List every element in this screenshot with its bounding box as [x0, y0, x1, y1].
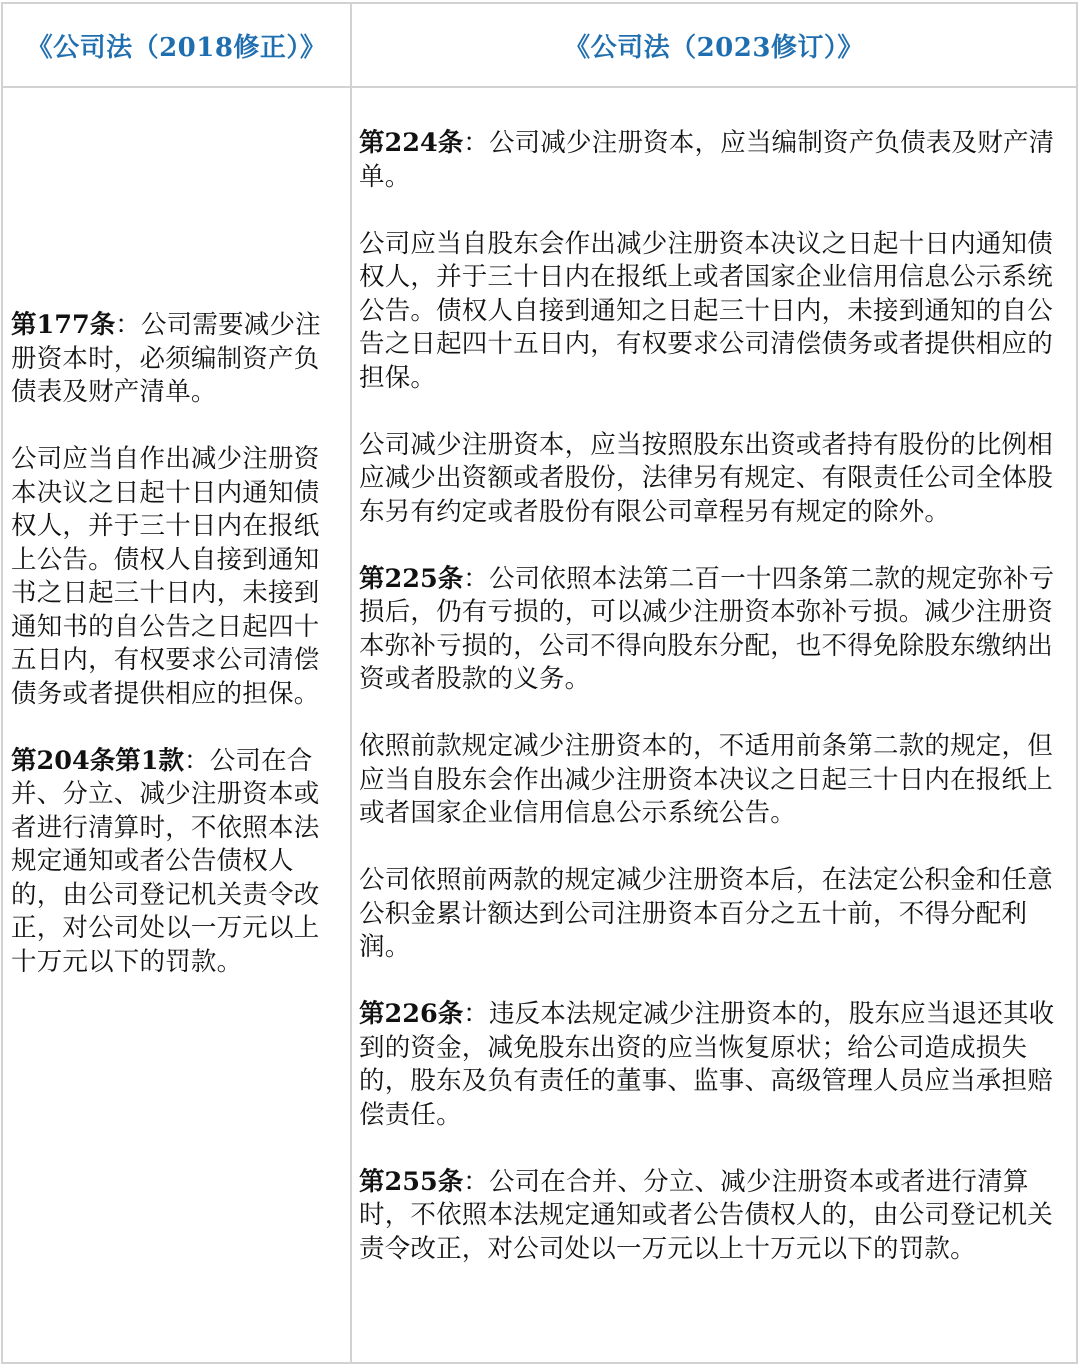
paragraph-text: 公司应当自股东会作出减少注册资本决议之日起十日内通知债权人，并于三十日内在报纸上或者国家企业信用信息公示系统公告。债权人自接到通知之日起三十日内，未接到通知的自公告之日起四十五日内，有权要求公司清偿债务或者提供相应的担保。: [359, 228, 1053, 393]
label-separator: ：: [463, 563, 489, 594]
paragraph-art-225-3: [359, 864, 1071, 965]
article-label: 第225条: [359, 563, 464, 594]
paragraph-text: 公司依照前两款的规定减少注册资本后，在法定公积金和任意公积金累计额达到公司注册资本百分之五十前，不得分配利润。: [359, 865, 1053, 962]
table-header-row: [3, 4, 1076, 88]
paragraph-art-224-2: [359, 228, 1071, 396]
paragraph-art-204: [11, 745, 343, 980]
cell-2018-content: [11, 309, 343, 979]
label-separator: ：: [463, 128, 489, 158]
cell-2023-content: [359, 127, 1071, 1266]
paragraph-text: 公司应当自作出减少注册资本决议之日起十日内通知债权人，并于三十日内在报纸上公告。债权人自接到通知书之日起三十日内，未接到通知书的自公告之日起四十五日内，有权要求公司清偿债务或者提供相应的担保。: [11, 444, 320, 709]
article-label: 第204条第1款: [11, 745, 184, 776]
paragraph-art-255: [359, 1166, 1071, 1267]
paragraph-art-177: [11, 309, 343, 410]
paragraph-art-224-3: [359, 429, 1071, 530]
comparison-table: [1, 2, 1078, 1364]
paragraph-text: 公司在合并、分立、减少注册资本或者进行清算时，不依照本法规定通知或者公告债权人的，由公司登记机关责令改正，对公司处以一万元以上十万元以下的罚款。: [359, 1166, 1053, 1264]
header-2018-title: 《公司法（2018修正）》: [26, 32, 327, 63]
paragraph-text: 公司减少注册资本，应当编制资产负债表及财产清单。: [359, 128, 1055, 192]
label-separator: ：: [183, 745, 210, 776]
header-2023-title: 《公司法（2023修订）》: [564, 32, 864, 63]
paragraph-text: 公司减少注册资本，应当按照股东出资或者持有股份的比例相应减少出资额或者股份，法律另有规定、有限责任公司全体股东另有约定或者股份有限公司章程另有规定的除外。: [359, 429, 1053, 527]
article-label: 第224条: [359, 128, 464, 158]
paragraph-art-226: [359, 998, 1071, 1132]
paragraph-text: 公司依照本法第二百一十四条第二款的规定弥补亏损后，仍有亏损的，可以减少注册资本弥补亏损。减少注册资本弥补亏损的，公司不得向股东分配，也不得免除股东缴纳出资或者股款的义务。: [359, 563, 1055, 694]
column-divider: [350, 4, 352, 1362]
paragraph-text: 依照前款规定减少注册资本的，不适用前条第二款的规定，但应当自股东会作出减少注册资本决议之日起三十日内在报纸上或者国家企业信用信息公示系统公告。: [359, 731, 1053, 828]
paragraph-art-225: [359, 563, 1071, 697]
paragraph-art-224: [359, 127, 1071, 194]
paragraph-art-177-2: [11, 443, 343, 711]
article-label: 第226条: [359, 999, 464, 1029]
label-separator: ：: [115, 310, 141, 340]
article-label: 第177条: [11, 310, 116, 340]
paragraph-text: 公司需要减少注册资本时，必须编制资产负债表及财产清单。: [11, 310, 321, 407]
paragraph-text: 公司在合并、分立、减少注册资本或者进行清算时，不依照本法规定通知或者公告债权人的，由公司登记机关责令改正，对公司处以一万元以上十万元以下的罚款。: [11, 745, 320, 977]
paragraph-art-225-2: [359, 730, 1071, 831]
article-label: 第255条: [359, 1166, 464, 1197]
label-separator: ：: [463, 999, 489, 1029]
paragraph-text: 违反本法规定减少注册资本的，股东应当退还其收到的资金，减免股东出资的应当恢复原状；给公司造成损失的，股东及负有责任的董事、监事、高级管理人员应当承担赔偿责任。: [359, 999, 1055, 1130]
label-separator: ：: [463, 1166, 489, 1197]
